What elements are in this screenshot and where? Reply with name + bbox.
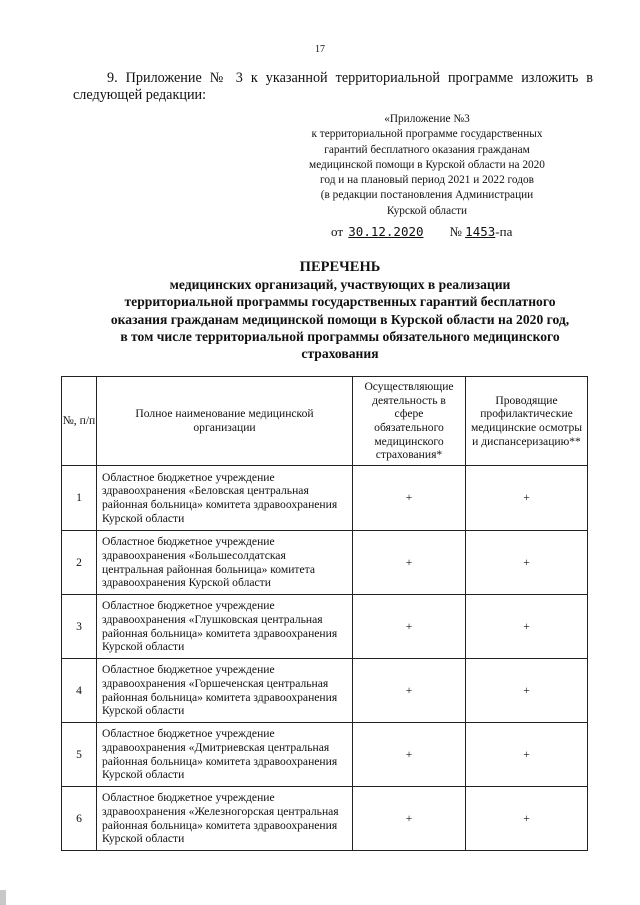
annex-header	[286, 112, 568, 219]
table-row	[62, 723, 588, 787]
annex-line: медицинской помощи в Курской области на 2020	[309, 158, 545, 171]
table-row	[62, 466, 588, 531]
ref-from-label: от	[331, 224, 344, 239]
annex-line: (в редакции постановления Администрации	[320, 189, 534, 202]
header-prof: Проводящие профилактические медицинские осмотры и диспансеризацию**	[466, 377, 588, 466]
oms-mark: +	[353, 659, 466, 723]
organization-name: Областное бюджетное учреждение здравоохранения «Глушковская центральная районная больница» комитета здравоохранения Курской области	[97, 595, 353, 659]
organization-name: Областное бюджетное учреждение здравоохранения «Большесолдатская центральная районная больница» комитета здравоохранения Курской области	[97, 531, 353, 595]
table-row	[62, 787, 588, 851]
organizations-table	[61, 376, 588, 851]
annex-line: гарантий бесплатного оказания гражданам	[324, 143, 530, 156]
prof-mark: +	[466, 787, 588, 851]
row-number: 4	[62, 659, 97, 723]
oms-mark: +	[353, 466, 466, 531]
title-line: оказания гражданам медицинской помощи в Курской области на 2020 год,	[110, 311, 570, 327]
table-header-row	[62, 377, 588, 466]
organization-name: Областное бюджетное учреждение здравоохранения «Беловская центральная районная больница» комитета здравоохранения Курской области	[97, 466, 353, 531]
intro-line-2: следующей редакции:	[73, 87, 207, 103]
document-title	[70, 259, 610, 362]
prof-mark: +	[466, 659, 588, 723]
title-line: территориальной программы государственных гарантий бесплатного	[124, 294, 556, 310]
organization-name: Областное бюджетное учреждение здравоохранения «Дмитриевская центральная районная больница» комитета здравоохранения Курской области	[97, 723, 353, 787]
intro-paragraph	[73, 70, 593, 104]
header-num: №, п/п	[62, 377, 97, 466]
oms-mark: +	[353, 723, 466, 787]
oms-mark: +	[353, 787, 466, 851]
title-line: медицинских организаций, участвующих в реализации	[169, 277, 511, 293]
intro-line-1: 9. Приложение № 3 к указанной территориальной программе изложить в	[107, 70, 593, 86]
table-row	[62, 659, 588, 723]
oms-mark: +	[353, 531, 466, 595]
organization-name: Областное бюджетное учреждение здравоохранения «Горшеченская центральная районная больница» комитета здравоохранения Курской области	[97, 659, 353, 723]
resolution-number: 1453	[465, 224, 496, 239]
row-number: 5	[62, 723, 97, 787]
title-heading: ПЕРЕЧЕНЬ	[299, 259, 381, 275]
ref-number-sign: №	[449, 224, 462, 239]
prof-mark: +	[466, 466, 588, 531]
prof-mark: +	[466, 531, 588, 595]
title-line: страхования	[301, 346, 379, 362]
row-number: 6	[62, 787, 97, 851]
header-name: Полное наименование медицинской организации	[97, 377, 353, 466]
prof-mark: +	[466, 595, 588, 659]
resolution-reference	[331, 224, 512, 240]
annex-line: Курской области	[386, 204, 468, 217]
scan-edge-mark	[0, 890, 6, 905]
ref-suffix: -па	[495, 224, 513, 239]
header-oms: Осуществляющие деятельность в сфере обязательного медицинского страхования*	[353, 377, 466, 466]
table-row	[62, 595, 588, 659]
row-number: 3	[62, 595, 97, 659]
oms-mark: +	[353, 595, 466, 659]
row-number: 2	[62, 531, 97, 595]
title-line: в том числе территориальной программы обязательного медицинского	[120, 328, 560, 344]
organization-name: Областное бюджетное учреждение здравоохранения «Железногорская центральная районная больница» комитета здравоохранения Курской области	[97, 787, 353, 851]
annex-line: год и на плановый период 2021 и 2022 годов	[320, 174, 534, 187]
annex-line: «Приложение №3	[384, 113, 470, 125]
prof-mark: +	[466, 723, 588, 787]
page-number: 17	[315, 44, 325, 55]
annex-line: к территориальной программе государственных	[311, 128, 543, 141]
row-number: 1	[62, 466, 97, 531]
resolution-date: 30.12.2020	[348, 224, 424, 239]
table-row	[62, 531, 588, 595]
